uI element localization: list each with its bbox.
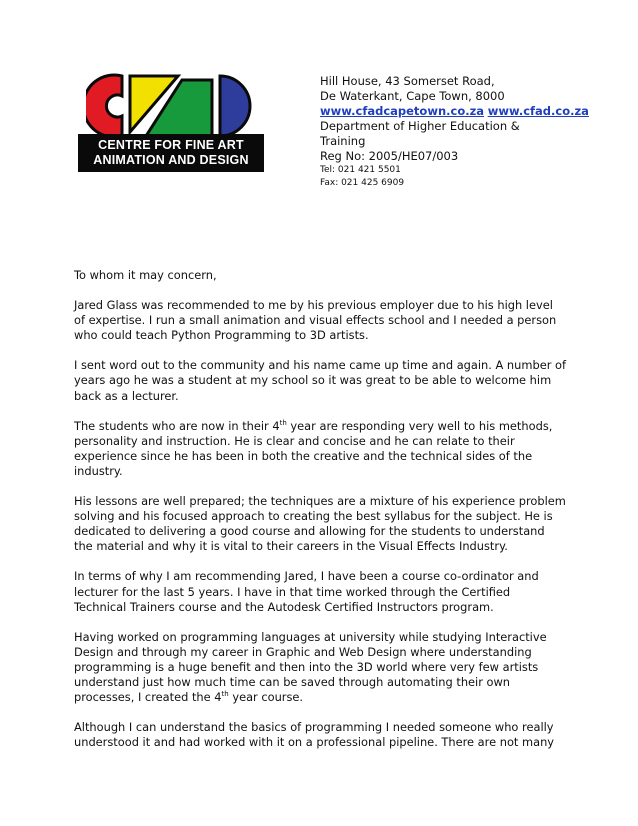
logo-text-line2: ANIMATION AND DESIGN	[93, 153, 249, 167]
paragraph-4: His lessons are well prepared; the techniques are a mixture of his experience problem solving and his focused approach to creating the best syllabus for the subject. He is dedicated to delivering a good course and allowing for the students to understand the material and why it is vital to their careers in the Visual Effects Industry.	[74, 494, 566, 554]
paragraph-5: In terms of why I am recommending Jared, I have been a course co-ordinator and lecturer for the last 5 years. I have in that time worked through the Certified Technical Trainers course and the Autodesk Certified Instructors program.	[74, 569, 539, 614]
paragraph-3-start: The students who are now in their 4	[74, 418, 280, 433]
department-line1: Department of Higher Education &	[320, 119, 520, 133]
logo-red-c-icon	[86, 75, 122, 137]
website-links	[320, 104, 589, 119]
department-line2: Training	[320, 134, 366, 148]
address-line1: Hill House, 43 Somerset Road,	[320, 74, 495, 88]
salutation: To whom it may concern,	[74, 268, 217, 282]
paragraph-3	[74, 419, 566, 479]
address-block	[320, 74, 589, 190]
registration-number: Reg No: 2005/HE07/003	[320, 149, 459, 163]
logo-text-line1: CENTRE FOR FINE ART	[98, 138, 244, 152]
paragraph-6-start: Having worked on programming languages at university while studying Interactive Design and through my career in Graphic and Web Design where understanding programming is a huge benefit and then into the 3D world where very few artists understand just how much time can be saved through automating their own processes, I created the 4	[74, 629, 547, 705]
paragraph-7: Although I can understand the basics of programming I needed someone who really understood it and had worked with it on a professional pipeline. There are not many	[74, 720, 555, 750]
paragraph-3-superscript: th	[279, 418, 287, 427]
link-cfad[interactable]: www.cfad.co.za	[487, 104, 589, 118]
paragraph-3-end: year are responding very well to his methods, personality and instruction. He is clear and concise and he can relate to their experience since he has been in both the creative and the technical sides of the industry.	[74, 418, 553, 478]
paragraph-1: Jared Glass was recommended to me by his previous employer due to his high level of expertise. I run a small animation and visual effects school and I needed a person who could teach Python Programming to 3D artists.	[74, 298, 557, 343]
logo-text-bar	[78, 134, 264, 172]
cfad-logo	[78, 72, 264, 172]
telephone: Tel: 021 421 5501	[320, 165, 401, 175]
paragraph-2: I sent word out to the community and his name came up time and again. A number of years ago he was a student at my school so it was great to be able to welcome him back as a lecturer.	[74, 358, 566, 403]
link-cfadcapetown[interactable]: www.cfadcapetown.co.za	[320, 104, 485, 118]
paragraph-6-superscript: th	[221, 690, 229, 699]
fax: Fax: 021 425 6909	[320, 178, 405, 188]
letter-body	[74, 268, 566, 765]
paragraph-6	[74, 630, 566, 705]
address-line2: De Waterkant, Cape Town, 8000	[320, 89, 505, 103]
logo-blue-d-icon	[220, 76, 250, 136]
logo-shapes-icon	[86, 72, 258, 138]
paragraph-6-end: year course.	[228, 690, 304, 705]
